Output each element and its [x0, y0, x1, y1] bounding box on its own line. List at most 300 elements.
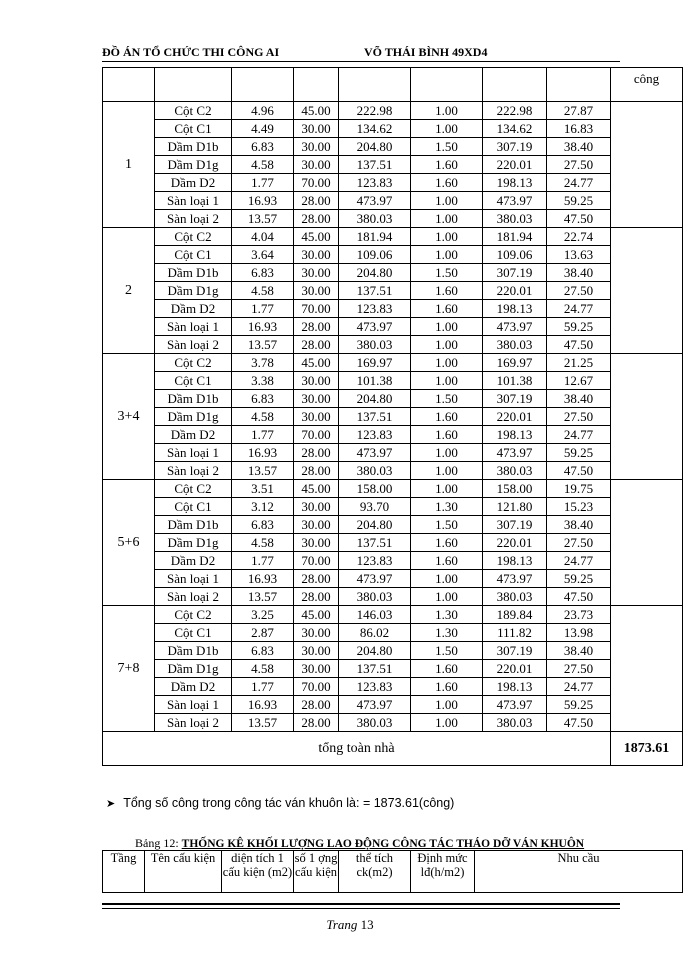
component-name-cell: Dầm D1b — [155, 516, 232, 534]
value-cell: 38.40 — [547, 516, 611, 534]
value-cell: 473.97 — [339, 444, 411, 462]
table-row — [103, 696, 683, 714]
value-cell: 1.60 — [411, 408, 483, 426]
value-cell: 3.64 — [232, 246, 294, 264]
value-cell: 158.00 — [483, 480, 547, 498]
value-cell: 307.19 — [483, 390, 547, 408]
value-cell: 22.74 — [547, 228, 611, 246]
empty-cell — [611, 354, 683, 480]
value-cell: 13.98 — [547, 624, 611, 642]
header-project-title: ĐỒ ÁN TỔ CHỨC THI CÔNG AI — [102, 45, 280, 59]
value-cell: 220.01 — [483, 282, 547, 300]
value-cell: 169.97 — [339, 354, 411, 372]
header-author: VÕ THÁI BÌNH 49XD4 — [364, 45, 488, 59]
component-name-cell: Cột C1 — [155, 498, 232, 516]
component-name-cell: Dầm D1b — [155, 642, 232, 660]
table-row — [103, 354, 683, 372]
value-cell: 123.83 — [339, 174, 411, 192]
value-cell: 1.00 — [411, 462, 483, 480]
value-cell: 158.00 — [339, 480, 411, 498]
value-cell: 28.00 — [294, 696, 339, 714]
value-cell: 4.58 — [232, 408, 294, 426]
value-cell: 70.00 — [294, 678, 339, 696]
value-cell: 1.77 — [232, 174, 294, 192]
value-cell: 45.00 — [294, 354, 339, 372]
value-cell: 473.97 — [339, 696, 411, 714]
value-cell: 1.00 — [411, 480, 483, 498]
value-cell: 30.00 — [294, 372, 339, 390]
table-row — [103, 462, 683, 480]
value-cell: 13.57 — [232, 462, 294, 480]
value-cell: 30.00 — [294, 138, 339, 156]
component-name-cell: Sàn loại 2 — [155, 336, 232, 354]
floor-cell: 5+6 — [103, 480, 155, 606]
value-cell: 204.80 — [339, 138, 411, 156]
value-cell: 24.77 — [547, 426, 611, 444]
component-name-cell: Sàn loại 2 — [155, 588, 232, 606]
value-cell: 1.77 — [232, 426, 294, 444]
value-cell: 1.00 — [411, 246, 483, 264]
value-cell: 4.58 — [232, 534, 294, 552]
component-name-cell: Sàn loại 2 — [155, 210, 232, 228]
value-cell: 13.57 — [232, 588, 294, 606]
value-cell: 1.00 — [411, 228, 483, 246]
value-cell: 27.50 — [547, 534, 611, 552]
value-cell: 1.60 — [411, 552, 483, 570]
value-cell: 1.00 — [411, 696, 483, 714]
value-cell: 13.57 — [232, 336, 294, 354]
table-row — [103, 300, 683, 318]
value-cell: 1.50 — [411, 642, 483, 660]
value-cell: 220.01 — [483, 534, 547, 552]
value-cell: 109.06 — [339, 246, 411, 264]
table-row — [103, 678, 683, 696]
value-cell: 1.60 — [411, 660, 483, 678]
value-cell: 47.50 — [547, 210, 611, 228]
component-name-cell: Dầm D2 — [155, 678, 232, 696]
table-row — [103, 228, 683, 246]
value-cell: 59.25 — [547, 444, 611, 462]
value-cell: 6.83 — [232, 390, 294, 408]
value-cell: 3.25 — [232, 606, 294, 624]
value-cell: 220.01 — [483, 408, 547, 426]
component-name-cell: Dầm D1b — [155, 390, 232, 408]
value-cell: 121.80 — [483, 498, 547, 516]
component-name-cell: Sàn loại 1 — [155, 444, 232, 462]
value-cell: 380.03 — [483, 462, 547, 480]
value-cell: 222.98 — [483, 102, 547, 120]
component-name-cell: Dầm D2 — [155, 174, 232, 192]
value-cell: 1.60 — [411, 300, 483, 318]
table-row — [103, 588, 683, 606]
value-cell: 380.03 — [339, 714, 411, 732]
value-cell: 70.00 — [294, 174, 339, 192]
value-cell: 23.73 — [547, 606, 611, 624]
value-cell: 1.77 — [232, 552, 294, 570]
page-header — [102, 45, 622, 61]
value-cell: 181.94 — [483, 228, 547, 246]
value-cell: 473.97 — [483, 570, 547, 588]
value-cell: 307.19 — [483, 642, 547, 660]
value-cell: 28.00 — [294, 444, 339, 462]
value-cell: 380.03 — [339, 462, 411, 480]
component-name-cell: Sàn loại 2 — [155, 462, 232, 480]
value-cell: 1.00 — [411, 192, 483, 210]
value-cell: 30.00 — [294, 120, 339, 138]
table-row — [103, 660, 683, 678]
arrow-bullet-icon: ➤ — [106, 798, 116, 810]
header-cell-empty — [547, 68, 611, 102]
component-name-cell: Cột C2 — [155, 606, 232, 624]
value-cell: 4.58 — [232, 660, 294, 678]
table12-header-row — [103, 851, 683, 893]
value-cell: 24.77 — [547, 552, 611, 570]
value-cell: 137.51 — [339, 534, 411, 552]
footer-rule-thick — [102, 903, 620, 905]
value-cell: 30.00 — [294, 498, 339, 516]
table-row — [103, 138, 683, 156]
value-cell: 198.13 — [483, 426, 547, 444]
value-cell: 45.00 — [294, 606, 339, 624]
table-row — [103, 192, 683, 210]
value-cell: 307.19 — [483, 138, 547, 156]
value-cell: 123.83 — [339, 678, 411, 696]
value-cell: 1.50 — [411, 138, 483, 156]
value-cell: 28.00 — [294, 462, 339, 480]
value-cell: 123.83 — [339, 426, 411, 444]
value-cell: 4.96 — [232, 102, 294, 120]
value-cell: 1.77 — [232, 300, 294, 318]
component-name-cell: Sàn loại 1 — [155, 318, 232, 336]
component-name-cell: Dầm D1b — [155, 138, 232, 156]
value-cell: 101.38 — [483, 372, 547, 390]
component-name-cell: Cột C1 — [155, 624, 232, 642]
table-row — [103, 516, 683, 534]
component-name-cell: Dầm D2 — [155, 426, 232, 444]
value-cell: 134.62 — [339, 120, 411, 138]
value-cell: 4.58 — [232, 156, 294, 174]
value-cell: 4.49 — [232, 120, 294, 138]
grand-total-value: 1873.61 — [611, 732, 683, 766]
value-cell: 27.50 — [547, 660, 611, 678]
grand-total-row — [103, 732, 683, 766]
value-cell: 27.87 — [547, 102, 611, 120]
value-cell: 30.00 — [294, 534, 339, 552]
value-cell: 13.57 — [232, 714, 294, 732]
value-cell: 1.00 — [411, 318, 483, 336]
table12-caption — [135, 836, 584, 851]
value-cell: 27.50 — [547, 156, 611, 174]
component-name-cell: Sàn loại 1 — [155, 192, 232, 210]
header-cell-empty — [103, 68, 155, 102]
value-cell: 137.51 — [339, 660, 411, 678]
table-row — [103, 156, 683, 174]
value-cell: 30.00 — [294, 408, 339, 426]
value-cell: 307.19 — [483, 516, 547, 534]
value-cell: 1.60 — [411, 174, 483, 192]
component-name-cell: Dầm D1g — [155, 156, 232, 174]
value-cell: 1.00 — [411, 714, 483, 732]
table-row — [103, 336, 683, 354]
value-cell: 189.84 — [483, 606, 547, 624]
value-cell: 21.25 — [547, 354, 611, 372]
value-cell: 169.97 — [483, 354, 547, 372]
value-cell: 59.25 — [547, 318, 611, 336]
value-cell: 3.38 — [232, 372, 294, 390]
value-cell: 137.51 — [339, 282, 411, 300]
value-cell: 59.25 — [547, 570, 611, 588]
value-cell: 380.03 — [339, 336, 411, 354]
table12-header-cell: Nhu cầu — [475, 851, 683, 893]
value-cell: 111.82 — [483, 624, 547, 642]
empty-cell — [611, 228, 683, 354]
table-row — [103, 444, 683, 462]
component-name-cell: Sàn loại 1 — [155, 696, 232, 714]
component-name-cell: Dầm D2 — [155, 300, 232, 318]
value-cell: 30.00 — [294, 264, 339, 282]
value-cell: 1.60 — [411, 534, 483, 552]
floor-cell: 1 — [103, 102, 155, 228]
component-name-cell: Sàn loại 1 — [155, 570, 232, 588]
value-cell: 1.30 — [411, 624, 483, 642]
value-cell: 4.04 — [232, 228, 294, 246]
value-cell: 6.83 — [232, 138, 294, 156]
value-cell: 38.40 — [547, 642, 611, 660]
header-cell-empty — [411, 68, 483, 102]
table-row — [103, 570, 683, 588]
value-cell: 1.00 — [411, 570, 483, 588]
value-cell: 101.38 — [339, 372, 411, 390]
value-cell: 473.97 — [339, 192, 411, 210]
value-cell: 4.58 — [232, 282, 294, 300]
value-cell: 473.97 — [339, 570, 411, 588]
value-cell: 380.03 — [339, 210, 411, 228]
value-cell: 198.13 — [483, 300, 547, 318]
value-cell: 45.00 — [294, 102, 339, 120]
header-cell-empty — [483, 68, 547, 102]
value-cell: 70.00 — [294, 426, 339, 444]
component-name-cell: Dầm D1b — [155, 264, 232, 282]
value-cell: 30.00 — [294, 660, 339, 678]
table-row — [103, 552, 683, 570]
value-cell: 16.93 — [232, 318, 294, 336]
value-cell: 70.00 — [294, 300, 339, 318]
value-cell: 28.00 — [294, 336, 339, 354]
value-cell: 38.40 — [547, 390, 611, 408]
value-cell: 16.93 — [232, 444, 294, 462]
footer-label: Trang — [326, 917, 358, 932]
value-cell: 307.19 — [483, 264, 547, 282]
header-cell-empty — [339, 68, 411, 102]
value-cell: 1.00 — [411, 336, 483, 354]
labor-table — [102, 67, 683, 766]
value-cell: 198.13 — [483, 678, 547, 696]
table12-header-cell: diện tích 1 cấu kiện (m2) — [222, 851, 294, 893]
value-cell: 13.57 — [232, 210, 294, 228]
value-cell: 13.63 — [547, 246, 611, 264]
value-cell: 204.80 — [339, 390, 411, 408]
value-cell: 6.83 — [232, 264, 294, 282]
table-row — [103, 426, 683, 444]
value-cell: 30.00 — [294, 642, 339, 660]
page-footer — [0, 917, 700, 933]
value-cell: 137.51 — [339, 156, 411, 174]
table-row — [103, 210, 683, 228]
value-cell: 1.60 — [411, 426, 483, 444]
component-name-cell: Dầm D1g — [155, 534, 232, 552]
value-cell: 6.83 — [232, 642, 294, 660]
value-cell: 109.06 — [483, 246, 547, 264]
table12-header-cell: Tầng — [103, 851, 145, 893]
table-row — [103, 534, 683, 552]
value-cell: 27.50 — [547, 282, 611, 300]
value-cell: 28.00 — [294, 318, 339, 336]
value-cell: 1.50 — [411, 264, 483, 282]
table12-header-cell: thể tích ck(m2) — [339, 851, 411, 893]
value-cell: 1.00 — [411, 372, 483, 390]
table-row — [103, 120, 683, 138]
header-cell-empty — [155, 68, 232, 102]
empty-cell — [611, 606, 683, 732]
table-row — [103, 372, 683, 390]
table12-caption-title: THỐNG KÊ KHỐI LƯỢNG LAO ĐỘNG CÔNG TÁC THÁO DỠ VÁN KHUÔN — [181, 838, 585, 850]
value-cell: 38.40 — [547, 138, 611, 156]
table-row — [103, 480, 683, 498]
summary-note-text: Tổng số công trong công tác ván khuôn là: = 1873.61(công) — [123, 796, 455, 810]
value-cell: 1.30 — [411, 606, 483, 624]
page-number: 13 — [360, 917, 374, 932]
value-cell: 473.97 — [483, 318, 547, 336]
value-cell: 123.83 — [339, 552, 411, 570]
value-cell: 146.03 — [339, 606, 411, 624]
table-row — [103, 390, 683, 408]
floor-cell: 7+8 — [103, 606, 155, 732]
table-row — [103, 606, 683, 624]
table-row — [103, 408, 683, 426]
value-cell: 204.80 — [339, 516, 411, 534]
value-cell: 28.00 — [294, 192, 339, 210]
value-cell: 380.03 — [483, 714, 547, 732]
value-cell: 24.77 — [547, 678, 611, 696]
value-cell: 1.50 — [411, 390, 483, 408]
component-name-cell: Cột C2 — [155, 480, 232, 498]
value-cell: 70.00 — [294, 552, 339, 570]
value-cell: 220.01 — [483, 156, 547, 174]
value-cell: 30.00 — [294, 282, 339, 300]
value-cell: 1.00 — [411, 444, 483, 462]
value-cell: 24.77 — [547, 300, 611, 318]
value-cell: 30.00 — [294, 390, 339, 408]
header-cell-cong: công — [611, 68, 683, 102]
table12 — [102, 850, 683, 893]
value-cell: 28.00 — [294, 588, 339, 606]
value-cell: 47.50 — [547, 462, 611, 480]
value-cell: 30.00 — [294, 156, 339, 174]
value-cell: 181.94 — [339, 228, 411, 246]
value-cell: 1.30 — [411, 498, 483, 516]
value-cell: 30.00 — [294, 246, 339, 264]
value-cell: 134.62 — [483, 120, 547, 138]
floor-cell: 3+4 — [103, 354, 155, 480]
value-cell: 12.67 — [547, 372, 611, 390]
value-cell: 2.87 — [232, 624, 294, 642]
value-cell: 47.50 — [547, 588, 611, 606]
value-cell: 198.13 — [483, 174, 547, 192]
value-cell: 1.00 — [411, 588, 483, 606]
value-cell: 16.83 — [547, 120, 611, 138]
value-cell: 137.51 — [339, 408, 411, 426]
value-cell: 16.93 — [232, 696, 294, 714]
summary-note — [106, 796, 454, 810]
table-row — [103, 714, 683, 732]
table-header-row — [103, 68, 683, 102]
grand-total-label: tổng toàn nhà — [103, 732, 611, 766]
value-cell: 19.75 — [547, 480, 611, 498]
value-cell: 1.50 — [411, 516, 483, 534]
value-cell: 380.03 — [483, 336, 547, 354]
value-cell: 1.77 — [232, 678, 294, 696]
value-cell: 59.25 — [547, 696, 611, 714]
value-cell: 16.93 — [232, 570, 294, 588]
value-cell: 204.80 — [339, 642, 411, 660]
header-cell-empty — [294, 68, 339, 102]
value-cell: 1.00 — [411, 210, 483, 228]
value-cell: 38.40 — [547, 264, 611, 282]
value-cell: 1.00 — [411, 354, 483, 372]
table-row — [103, 102, 683, 120]
value-cell: 380.03 — [483, 588, 547, 606]
value-cell: 473.97 — [483, 696, 547, 714]
table12-header-cell: Định mức lđ(h/m2) — [411, 851, 475, 893]
table-row — [103, 174, 683, 192]
table12-header-cell: số 1 ợng cấu kiện — [294, 851, 339, 893]
value-cell: 27.50 — [547, 408, 611, 426]
floor-cell: 2 — [103, 228, 155, 354]
component-name-cell: Dầm D1g — [155, 408, 232, 426]
table-row — [103, 624, 683, 642]
value-cell: 198.13 — [483, 552, 547, 570]
value-cell: 86.02 — [339, 624, 411, 642]
component-name-cell: Cột C1 — [155, 372, 232, 390]
table-row — [103, 498, 683, 516]
component-name-cell: Sàn loại 2 — [155, 714, 232, 732]
table12-caption-prefix: Bảng 12: — [135, 836, 179, 850]
table-row — [103, 282, 683, 300]
value-cell: 123.83 — [339, 300, 411, 318]
value-cell: 222.98 — [339, 102, 411, 120]
value-cell: 6.83 — [232, 516, 294, 534]
value-cell: 28.00 — [294, 210, 339, 228]
value-cell: 59.25 — [547, 192, 611, 210]
value-cell: 93.70 — [339, 498, 411, 516]
value-cell: 1.60 — [411, 678, 483, 696]
value-cell: 204.80 — [339, 264, 411, 282]
empty-cell — [611, 480, 683, 606]
value-cell: 15.23 — [547, 498, 611, 516]
value-cell: 47.50 — [547, 714, 611, 732]
value-cell: 1.60 — [411, 156, 483, 174]
table-row — [103, 246, 683, 264]
component-name-cell: Cột C2 — [155, 228, 232, 246]
footer-rule-thin — [102, 908, 620, 909]
component-name-cell: Cột C2 — [155, 354, 232, 372]
value-cell: 3.12 — [232, 498, 294, 516]
table12-header-cell: Tên cấu kiện — [145, 851, 222, 893]
header-cell-empty — [232, 68, 294, 102]
value-cell: 45.00 — [294, 228, 339, 246]
value-cell: 473.97 — [483, 192, 547, 210]
table-row — [103, 264, 683, 282]
